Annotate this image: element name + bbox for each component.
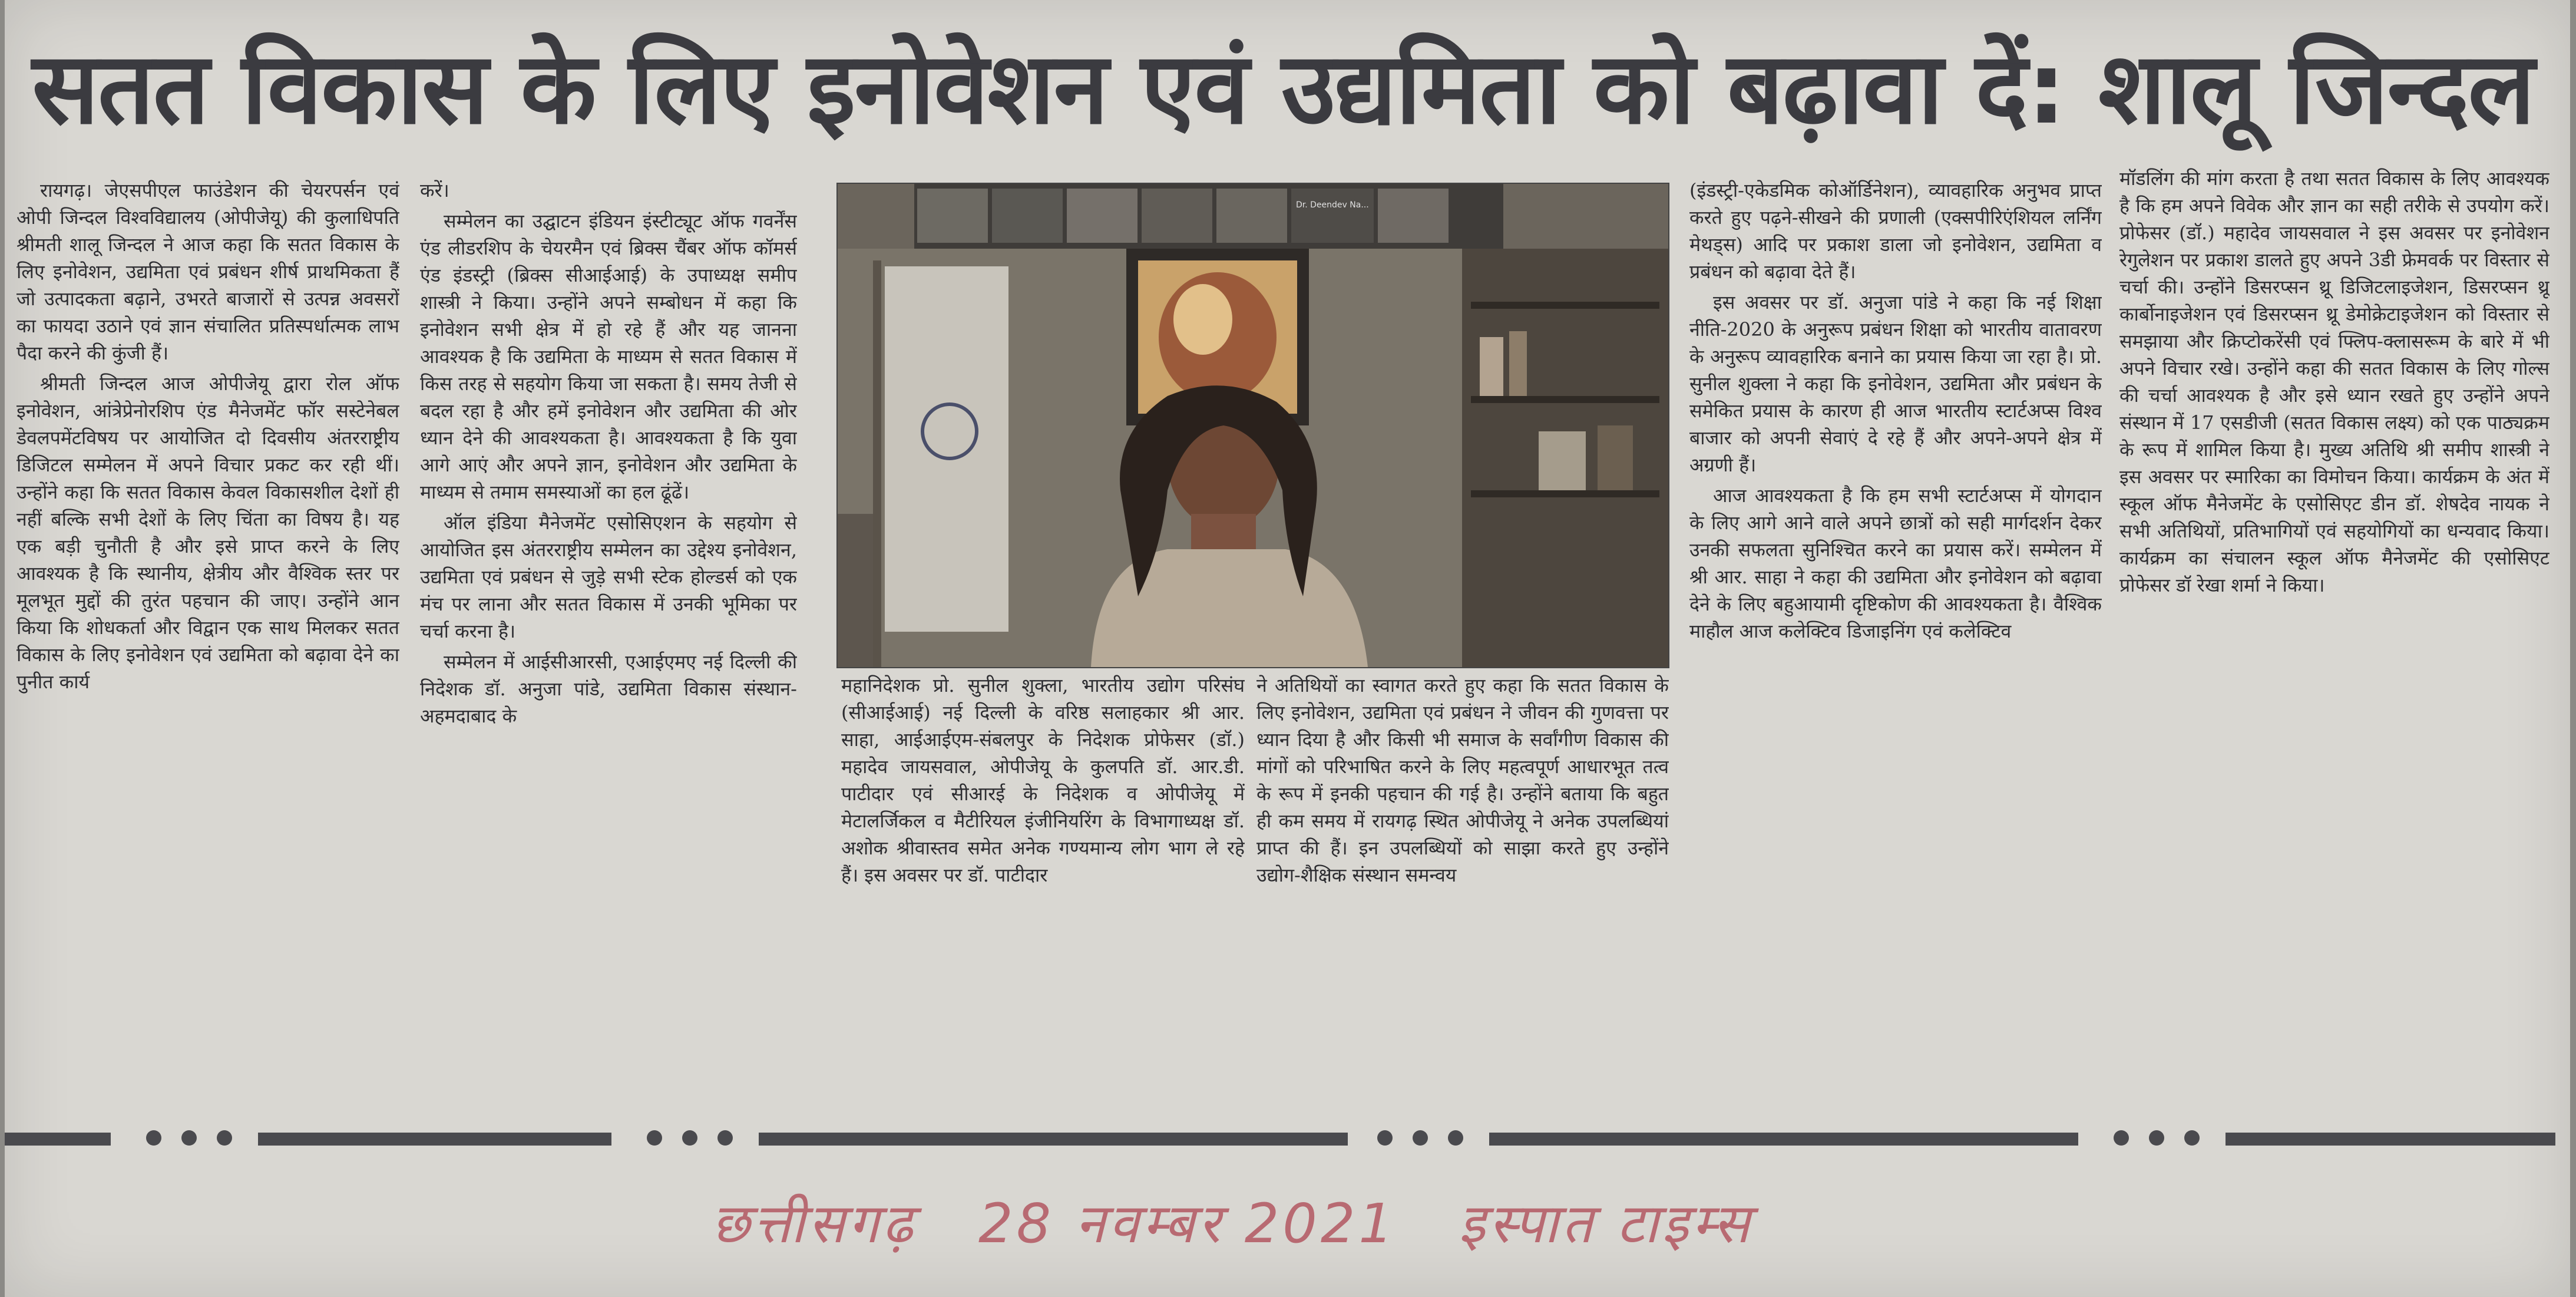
divider-dot	[682, 1130, 697, 1146]
paragraph: ऑल इंडिया मैनेजमेंट एसोसिएशन के सहयोग से आयोजित इस अंतरराष्ट्रीय सम्मेलन का उद्देश्य इनोवेशन, उद्यमिता एवं प्रबंधन से जुड़े सभी स्टेक होल्डर्स को एक मंच पर लाना और सतत विकास में उनकी भूमिका पर चर्चा करना है।	[420, 511, 797, 642]
video-tile	[1142, 189, 1212, 243]
video-tile	[1291, 189, 1374, 243]
divider-dot	[181, 1130, 197, 1146]
video-tile-label: Dr. Deendev Na...	[1296, 200, 1369, 210]
divider-dot	[1413, 1130, 1428, 1146]
divider-dash	[5, 1133, 111, 1146]
article-column-6	[2119, 165, 2549, 1131]
video-tile	[1067, 189, 1137, 243]
article-headline: सतत विकास के लिए इनोवेशन एवं उद्यमिता को बढ़ावा दें: शालू जिन्दल	[32, 30, 2534, 146]
paragraph: इस अवसर पर डॉ. अनुजा पांडे ने कहा कि नई शिक्षा नीति-2020 के अनुरूप प्रबंधन शिक्षा को भारतीय वातावरण के अनुरूप व्यावहारिक बनाने का प्रयास किया जा रहा है। प्रो. सुनील शुक्ला ने कहा कि इनोवेशन, उद्यमिता और प्रबंधन के समेकित प्रयास के कारण ही आज भारतीय स्टार्टअप्स विश्व बाजार को अपनी सेवाएं दे रहे हैं और अपने-अपने क्षेत्र में अग्रणी हैं।	[1689, 291, 2102, 476]
decorative-divider	[5, 1120, 2570, 1161]
article-column-5	[1689, 177, 2102, 1131]
paragraph: ने अतिथियों का स्वागत करते हुए कहा कि सतत विकास के लिए इनोवेशन, उद्यमिता एवं प्रबंधन ने जीवन की गुणवत्ता पर ध्यान दिया है और किसी भी समाज के सर्वांगीण विकास की मांगों को परिभाषित करने के लिए महत्वपूर्ण आधारभूत तत्व के रूप में इनकी पहचान की गई है। उन्होंने बताया कि बहुत ही कम समय में रायगढ़ स्थित ओपीजेयू ने अनेक उपलब्धियां प्राप्त की हैं। इन उपलब्धियों को साझा करते हुए उन्होंने उद्योग-शैक्षिक संस्थान समन्वय	[1256, 674, 1669, 886]
paragraph: सम्मेलन का उद्घाटन इंडियन इंस्टीट्यूट ऑफ गवर्नेंस एंड लीडरशिप के चेयरमैन एवं ब्रिक्स चैंबर ऑफ कॉमर्स एंड इंडस्ट्री (ब्रिक्स सीआईआई) के उपाध्यक्ष समीप शास्त्री ने किया। उन्होंने अपने सम्बोधन में कहा कि इनोवेशन सभी क्षेत्र में हो रहे हैं और यह जानना आवश्यक है कि उद्यमिता के माध्यम से सतत विकास में किस तरह से सहयोग किया जा सकता है। समय तेजी से बदल रहा है और हमें इनोवेशन और उद्यमिता की ओर ध्यान देने की आवश्यकता है। आवश्यकता है कि युवा आगे आएं और अपने ज्ञान, इनोवेशन और उद्यमिता के माध्यम से तमाम समस्याओं का हल ढूंढें।	[420, 210, 797, 503]
video-tile	[992, 189, 1063, 243]
article-column-4	[1256, 672, 1669, 1131]
paragraph: आज आवश्यकता है कि हम सभी स्टार्टअप्स में योगदान के लिए आगे आने वाले अपने छात्रों को सही मार्गदर्शन देकर उनकी सफलता सुनिश्चित करने का प्रयास करें। सम्मेलन में श्री आर. साहा ने कहा की उद्यमिता और इनोवेशन को बढ़ावा देने के लिए बहुआयामी दृष्टिकोण की आवश्यकता है। वैश्विक माहौल आज कलेक्टिव डिजाइनिंग एवं कलेक्टिव	[1689, 484, 2102, 642]
divider-dot	[1448, 1130, 1463, 1146]
paragraph: श्रीमती जिन्दल आज ओपीजेयू द्वारा रोल ऑफ इनोवेशन, आंत्रेप्रेनोरशिप एंड मैनेजमेंट फॉर सस्टेनेबल डेवलपमेंटविषय पर आयोजित दो दिवसीय अंतरराष्ट्रीय डिजिटल सम्मेलन में अपने विचार प्रकट कर रही थीं। उन्होंने कहा कि सतत विकास केवल विकासशील देशों ही नहीं बल्कि सभी देशों के लिए चिंता का विषय है। यह एक बड़ी चुनौती है और इसे प्राप्त करने के लिए आवश्यक है कि स्थानीय, क्षेत्रीय और वैश्विक स्तर पर मूलभूत मुद्दों की तुरंत पहचान की जाए। उन्होंने आन किया कि शोधकर्ता और विद्वान एक साथ मिलकर सतत विकास के लिए इनोवेशन एवं उद्यमिता को बढ़ावा देने का पुनीत कार्य	[16, 372, 399, 693]
handwritten-source: इस्पात टाइम्स	[1459, 1192, 1754, 1255]
handwritten-date: 28 नवम्बर 2021	[978, 1192, 1397, 1255]
divider-dot	[2149, 1130, 2164, 1146]
divider-dash	[2226, 1133, 2555, 1146]
video-tile	[1216, 189, 1287, 243]
video-conference-photo	[836, 183, 1669, 668]
photo-illustration	[838, 184, 1668, 667]
handwritten-paper-name: छत्तीसगढ़	[712, 1192, 917, 1255]
paragraph: मॉडलिंग की मांग करता है तथा सतत विकास के लिए आवश्यक है कि हम अपने विवेक और ज्ञान का सही तरीके से उपयोग करें। प्रोफेसर (डॉ.) महादेव जायसवाल ने इस अवसर पर इनोवेशन रेगुलेशन पर प्रकाश डालते हुए अपने 3डी फ्रेमवर्क पर विस्तार से चर्चा की। उन्होंने डिसरप्सन थ्रू डिजिटलाइजेशन, डिसरप्सन थ्रू कार्बोनाइजेशन एवं डिसरप्सन थ्रू डेमोक्रेटाइजेशन को विस्तार से समझाया और क्रिप्टोकरेंसी एवं फ्लिप-क्लासरूम के बारे में भी अपने विचार रखे। उन्होंने कहा की सतत विकास के लिए गोल्स की चर्चा आवश्यक है और इसे ध्यान रखते हुए उन्होंने अपने संस्थान में 17 एसडीजी (सतत विकास लक्ष्य) को एक पाठ्यक्रम के रूप में शामिल किया है। मुख्य अतिथि श्री समीप शास्त्री ने इस अवसर पर स्मारिका का विमोचन किया। कार्यक्रम के अंत में स्कूल ऑफ मैनेजमेंट के एसोसिएट डीन डॉ. शेषदेव नायक ने सभी अतिथियों, प्रतिभागियों एवं सहयोगियों का धन्यवाद किया। कार्यक्रम का संचालन स्कूल ऑफ मैनेजमेंट की एसोसिएट प्रोफेसर डॉ रेखा शर्मा ने किया।	[2119, 167, 2549, 596]
video-tile	[917, 189, 988, 243]
divider-dot	[2184, 1130, 2200, 1146]
article-column-1	[16, 177, 399, 1102]
article-column-3	[841, 672, 1245, 1131]
divider-dot	[217, 1130, 232, 1146]
newspaper-page	[5, 0, 2570, 1297]
divider-dash	[1489, 1133, 2078, 1146]
divider-dot	[146, 1130, 161, 1146]
article-column-2	[420, 177, 797, 1102]
paragraph: महानिदेशक प्रो. सुनील शुक्ला, भारतीय उद्योग परिसंघ (सीआईआई) नई दिल्ली के वरिष्ठ सलाहकार श्री आर. साहा, आईआईएम-संबलपुर के निदेशक प्रोफेसर (डॉ.) महादेव जायसवाल, ओपीजेयू के कुलपति डॉ. आर.डी. पाटीदार एवं सीआरई के निदेशक व ओपीजेयू में मेटालर्जिकल व मैटीरियल इंजीनियरिंग के विभागाध्यक्ष डॉ. अशोक श्रीवास्तव समेत अनेक गण्यमान्य लोग भाग ले रहे हैं। इस अवसर पर डॉ. पाटीदार	[841, 674, 1245, 886]
video-tile	[1378, 189, 1449, 243]
paragraph: रायगढ़। जेएसपीएल फाउंडेशन की चेयरपर्सन एवं ओपी जिन्दल विश्वविद्यालय (ओपीजेयू) की कुलाधिपति श्रीमती शालू जिन्दल ने आज कहा कि सतत विकास के लिए इनोवेशन, उद्यमिता एवं प्रबंधन शीर्ष प्राथमिकता हैं जो उत्पादकता बढ़ाने, उभरते बाजारों से उत्पन्न अवसरों का फायदा उठाने एवं ज्ञान संचालित प्रतिस्पर्धात्मक लाभ पैदा करने की कुंजी हैं।	[16, 179, 399, 364]
divider-dot	[647, 1130, 662, 1146]
divider-dot	[717, 1130, 733, 1146]
divider-dot	[2114, 1130, 2129, 1146]
divider-dot	[1377, 1130, 1393, 1146]
handwritten-clipping-note	[712, 1184, 1772, 1267]
divider-dash	[258, 1133, 611, 1146]
divider-dash	[759, 1133, 1348, 1146]
paragraph: (इंडस्ट्री-एकेडमिक कोऑर्डिनेशन), व्यावहारिक अनुभव प्राप्त करते हुए पढ़ने-सीखने की प्रणाली (एक्सपीरिएंशियल लर्निंग मेथड्स) आदि पर प्रकाश डाला जो इनोवेशन, उद्यमिता व प्रबंधन को बढ़ावा देते हैं।	[1689, 179, 2102, 283]
paragraph: करें।	[420, 179, 449, 202]
paragraph: सम्मेलन में आईसीआरसी, एआईएमए नई दिल्ली की निदेशक डॉ. अनुजा पांडे, उद्यमिता विकास संस्थान-अहमदाबाद के	[420, 651, 797, 727]
